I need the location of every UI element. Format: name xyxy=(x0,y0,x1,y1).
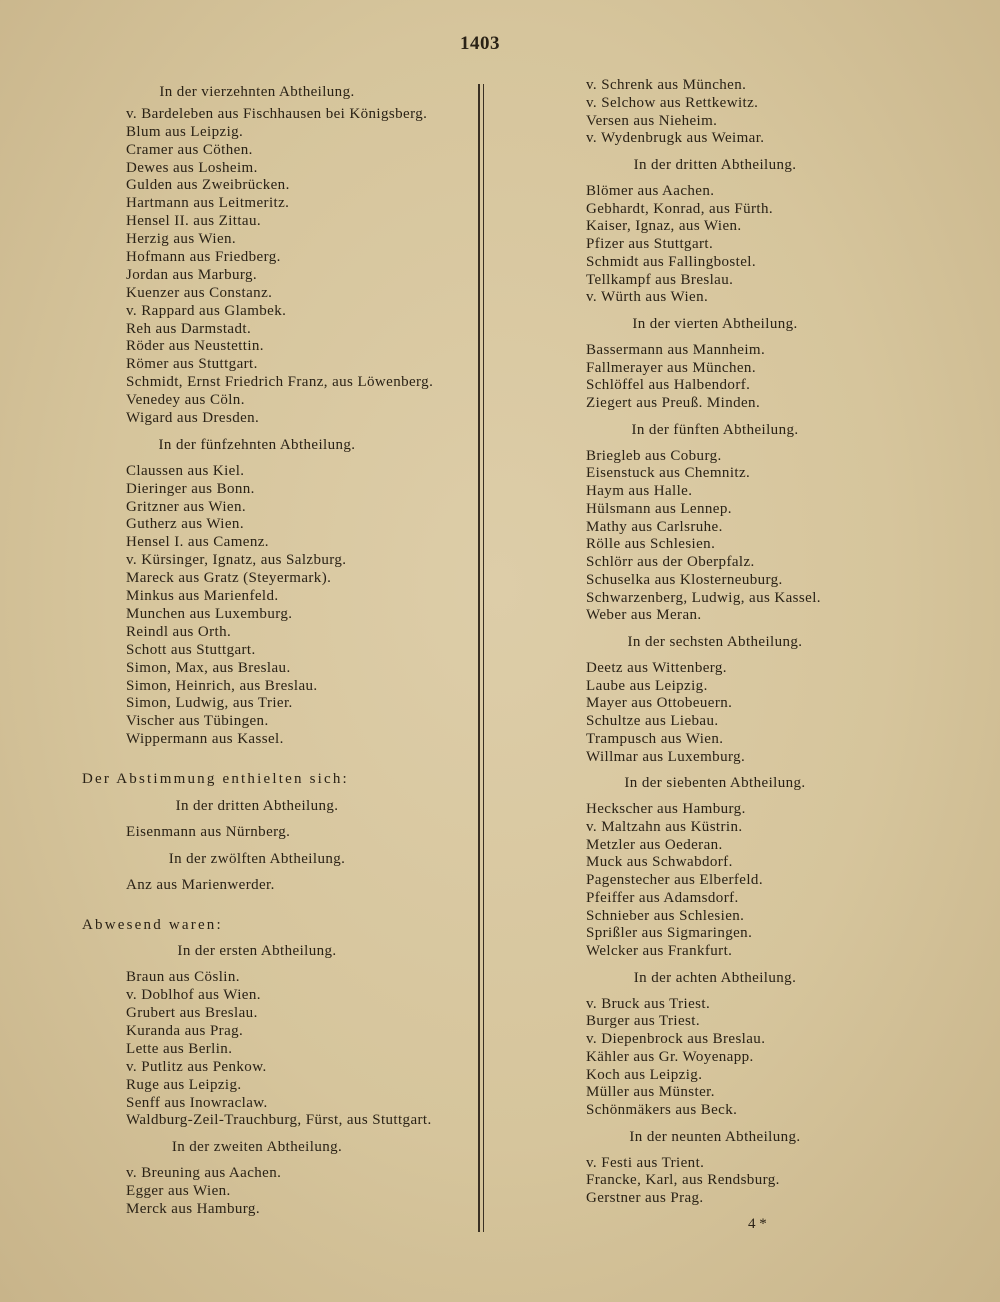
list-entry: Schott aus Stuttgart. xyxy=(126,641,256,658)
list-entry: Cramer aus Cöthen. xyxy=(126,141,253,158)
list-entry: Waldburg-Zeil-Trauchburg, Fürst, aus Stuttgart. xyxy=(126,1112,432,1129)
list-entry: Lette aus Berlin. xyxy=(126,1040,233,1057)
list-entry: v. Bruck aus Triest. xyxy=(586,995,711,1012)
list-entry: Trampusch aus Wien. xyxy=(586,730,724,747)
list-entry: Mathy aus Carlsruhe. xyxy=(586,518,723,535)
list-entry: Pfeiffer aus Adamsdorf. xyxy=(586,889,739,906)
section-heading: In der dritten Abtheilung. xyxy=(633,157,797,173)
list-entry: Schuselka aus Klosterneuburg. xyxy=(586,571,783,588)
list-entry: Senff aus Inowraclaw. xyxy=(126,1094,268,1111)
list-entry: Jordan aus Marburg. xyxy=(126,266,258,283)
list-entry: Hensel II. aus Zittau. xyxy=(126,213,262,230)
list-entry: Eisenstuck aus Chemnitz. xyxy=(586,465,751,482)
list-entry: Kaiser, Ignaz, aus Wien. xyxy=(586,218,742,235)
list-entry: Briegleb aus Coburg. xyxy=(586,447,722,464)
list-entry: Reindl aus Orth. xyxy=(126,623,232,640)
section-heading: In der dritten Abtheilung. xyxy=(175,797,339,814)
list-entry: Pagenstecher aus Elberfeld. xyxy=(586,872,763,888)
list-entry: Munchen aus Luxemburg. xyxy=(126,605,293,622)
list-entry: Claussen aus Kiel. xyxy=(126,462,245,479)
list-entry: Haym aus Halle. xyxy=(586,483,693,499)
list-entry: Wippermann aus Kassel. xyxy=(126,731,284,748)
list-entry: v. Maltzahn aus Küstrin. xyxy=(586,818,743,835)
list-entry: Eisenmann aus Nürnberg. xyxy=(126,823,291,840)
section-heading: In der zweiten Abtheilung. xyxy=(171,1139,343,1156)
list-entry: Tellkampf aus Breslau. xyxy=(586,271,734,288)
list-entry: Bassermann aus Mannheim. xyxy=(586,341,766,358)
list-entry: v. Putlitz aus Penkow. xyxy=(126,1058,267,1075)
section-heading: In der zwölften Abtheilung. xyxy=(168,850,346,867)
list-entry: Blum aus Leipzig. xyxy=(126,123,244,140)
list-entry: Rölle aus Schlesien. xyxy=(586,536,716,553)
column-divider-inner xyxy=(483,84,484,1232)
section-heading: In der vierten Abtheilung. xyxy=(632,316,798,332)
list-entry: Gebhardt, Konrad, aus Fürth. xyxy=(586,200,773,217)
list-entry: v. Wydenbrugk aus Weimar. xyxy=(586,130,765,147)
list-entry: Kuenzer aus Constanz. xyxy=(126,284,273,301)
list-entry: Hensel I. aus Camenz. xyxy=(126,534,269,551)
list-entry: v. Diepenbrock aus Breslau. xyxy=(586,1031,766,1047)
list-entry: Römer aus Stuttgart. xyxy=(126,356,258,373)
list-entry: Hülsmann aus Lennep. xyxy=(586,500,732,517)
list-entry: Anz aus Marienwerder. xyxy=(126,876,275,893)
list-entry: v. Kürsinger, Ignatz, aus Salzburg. xyxy=(126,552,347,569)
list-entry: Wigard aus Dresden. xyxy=(126,410,260,427)
list-entry: Mareck aus Gratz (Steyermark). xyxy=(126,570,332,587)
signature-mark: 4 * xyxy=(748,1216,767,1232)
list-entry: Versen aus Nieheim. xyxy=(586,112,718,129)
section-heading: In der fünften Abtheilung. xyxy=(631,421,799,438)
right-column xyxy=(582,77,882,1208)
list-entry: Weber aus Meran. xyxy=(586,607,702,624)
list-entry: Simon, Max, aus Breslau. xyxy=(126,659,291,676)
page-number: 1403 xyxy=(460,33,500,54)
list-entry: v. Selchow aus Rettkewitz. xyxy=(586,94,759,111)
list-entry: v. Schrenk aus München. xyxy=(586,77,747,93)
list-entry: Röder aus Neustettin. xyxy=(126,338,264,355)
list-entry: v. Doblhof aus Wien. xyxy=(126,987,261,1004)
list-entry: Sprißler aus Sigmaringen. xyxy=(586,925,753,942)
list-entry: v. Breuning aus Aachen. xyxy=(126,1165,282,1182)
list-entry: Schmidt, Ernst Friedrich Franz, aus Löwenberg. xyxy=(126,374,434,391)
list-entry: Egger aus Wien. xyxy=(126,1183,231,1200)
list-entry: Vischer aus Tübingen. xyxy=(126,713,269,730)
list-entry: Dewes aus Losheim. xyxy=(126,159,258,176)
list-entry: Schwarzenberg, Ludwig, aus Kassel. xyxy=(586,589,821,606)
section-heading: In der sechsten Abtheilung. xyxy=(627,634,803,650)
list-entry: Willmar aus Luxemburg. xyxy=(586,748,746,765)
list-entry: Simon, Heinrich, aus Breslau. xyxy=(126,677,318,694)
list-entry: Welcker aus Frankfurt. xyxy=(586,943,733,959)
list-entry: Laube aus Leipzig. xyxy=(586,677,708,694)
list-entry: Burger aus Triest. xyxy=(586,1013,701,1030)
list-entry: Grubert aus Breslau. xyxy=(126,1005,258,1022)
list-entry: Reh aus Darmstadt. xyxy=(126,320,252,337)
list-entry: Müller aus Münster. xyxy=(586,1084,715,1101)
list-entry: Gulden aus Zweibrücken. xyxy=(126,177,290,194)
list-entry: Gutherz aus Wien. xyxy=(126,516,244,533)
list-entry: Hofmann aus Friedberg. xyxy=(126,249,281,266)
list-entry: Schmidt aus Fallingbostel. xyxy=(586,253,756,270)
list-entry: Hartmann aus Leitmeritz. xyxy=(126,195,290,212)
section-heading: In der achten Abtheilung. xyxy=(633,969,797,986)
list-entry: Schnieber aus Schlesien. xyxy=(586,907,745,924)
list-entry: Koch aus Leipzig. xyxy=(586,1066,703,1083)
left-column xyxy=(82,84,478,1219)
list-entry: Deetz aus Wittenberg. xyxy=(586,659,727,676)
list-entry: Schlöffel aus Halbendorf. xyxy=(586,377,751,394)
list-entry: Ruge aus Leipzig. xyxy=(126,1076,242,1093)
list-entry: Venedey aus Cöln. xyxy=(126,392,245,409)
list-entry: Dieringer aus Bonn. xyxy=(126,480,255,497)
list-entry: Heckscher aus Hamburg. xyxy=(586,801,746,817)
list-entry: v. Würth aus Wien. xyxy=(586,289,709,306)
group-title: Der Abstimmung enthielten sich: xyxy=(82,771,349,788)
column-divider xyxy=(478,84,480,1232)
list-entry: Gerstner aus Prag. xyxy=(586,1190,704,1206)
list-entry: Schlörr aus der Oberpfalz. xyxy=(586,554,755,570)
section-heading: In der vierzehnten Abtheilung. xyxy=(159,84,355,100)
list-entry: Merck aus Hamburg. xyxy=(126,1200,260,1217)
list-entry: Ziegert aus Preuß. Minden. xyxy=(586,395,761,411)
list-entry: Simon, Ludwig, aus Trier. xyxy=(126,695,293,712)
list-entry: Metzler aus Oederan. xyxy=(586,836,723,853)
list-entry: Mayer aus Ottobeuern. xyxy=(586,695,733,712)
section-heading: In der fünfzehnten Abtheilung. xyxy=(158,436,356,453)
section-heading: In der siebenten Abtheilung. xyxy=(624,775,806,792)
list-entry: Braun aus Cöslin. xyxy=(126,969,240,986)
list-entry: Minkus aus Marienfeld. xyxy=(126,588,279,605)
list-entry: Schultze aus Liebau. xyxy=(586,713,719,729)
list-entry: Francke, Karl, aus Rendsburg. xyxy=(586,1172,780,1189)
list-entry: v. Festi aus Trient. xyxy=(586,1154,705,1171)
list-entry: Kuranda aus Prag. xyxy=(126,1022,244,1039)
list-entry: Muck aus Schwabdorf. xyxy=(586,854,733,871)
group-title: Abwesend waren: xyxy=(82,916,223,933)
list-entry: Blömer aus Aachen. xyxy=(586,182,715,199)
section-heading: In der neunten Abtheilung. xyxy=(629,1128,801,1145)
list-entry: Schönmäkers aus Beck. xyxy=(586,1102,738,1118)
list-entry: Kähler aus Gr. Woyenapp. xyxy=(586,1048,754,1065)
list-entry: Herzig aus Wien. xyxy=(126,231,237,248)
list-entry: Pfizer aus Stuttgart. xyxy=(586,236,714,252)
list-entry: v. Bardeleben aus Fischhausen bei Königsberg. xyxy=(126,105,428,122)
list-entry: v. Rappard aus Glambek. xyxy=(126,302,287,319)
list-entry: Gritzner aus Wien. xyxy=(126,498,247,515)
section-heading: In der ersten Abtheilung. xyxy=(177,943,337,960)
list-entry: Fallmerayer aus München. xyxy=(586,359,756,376)
